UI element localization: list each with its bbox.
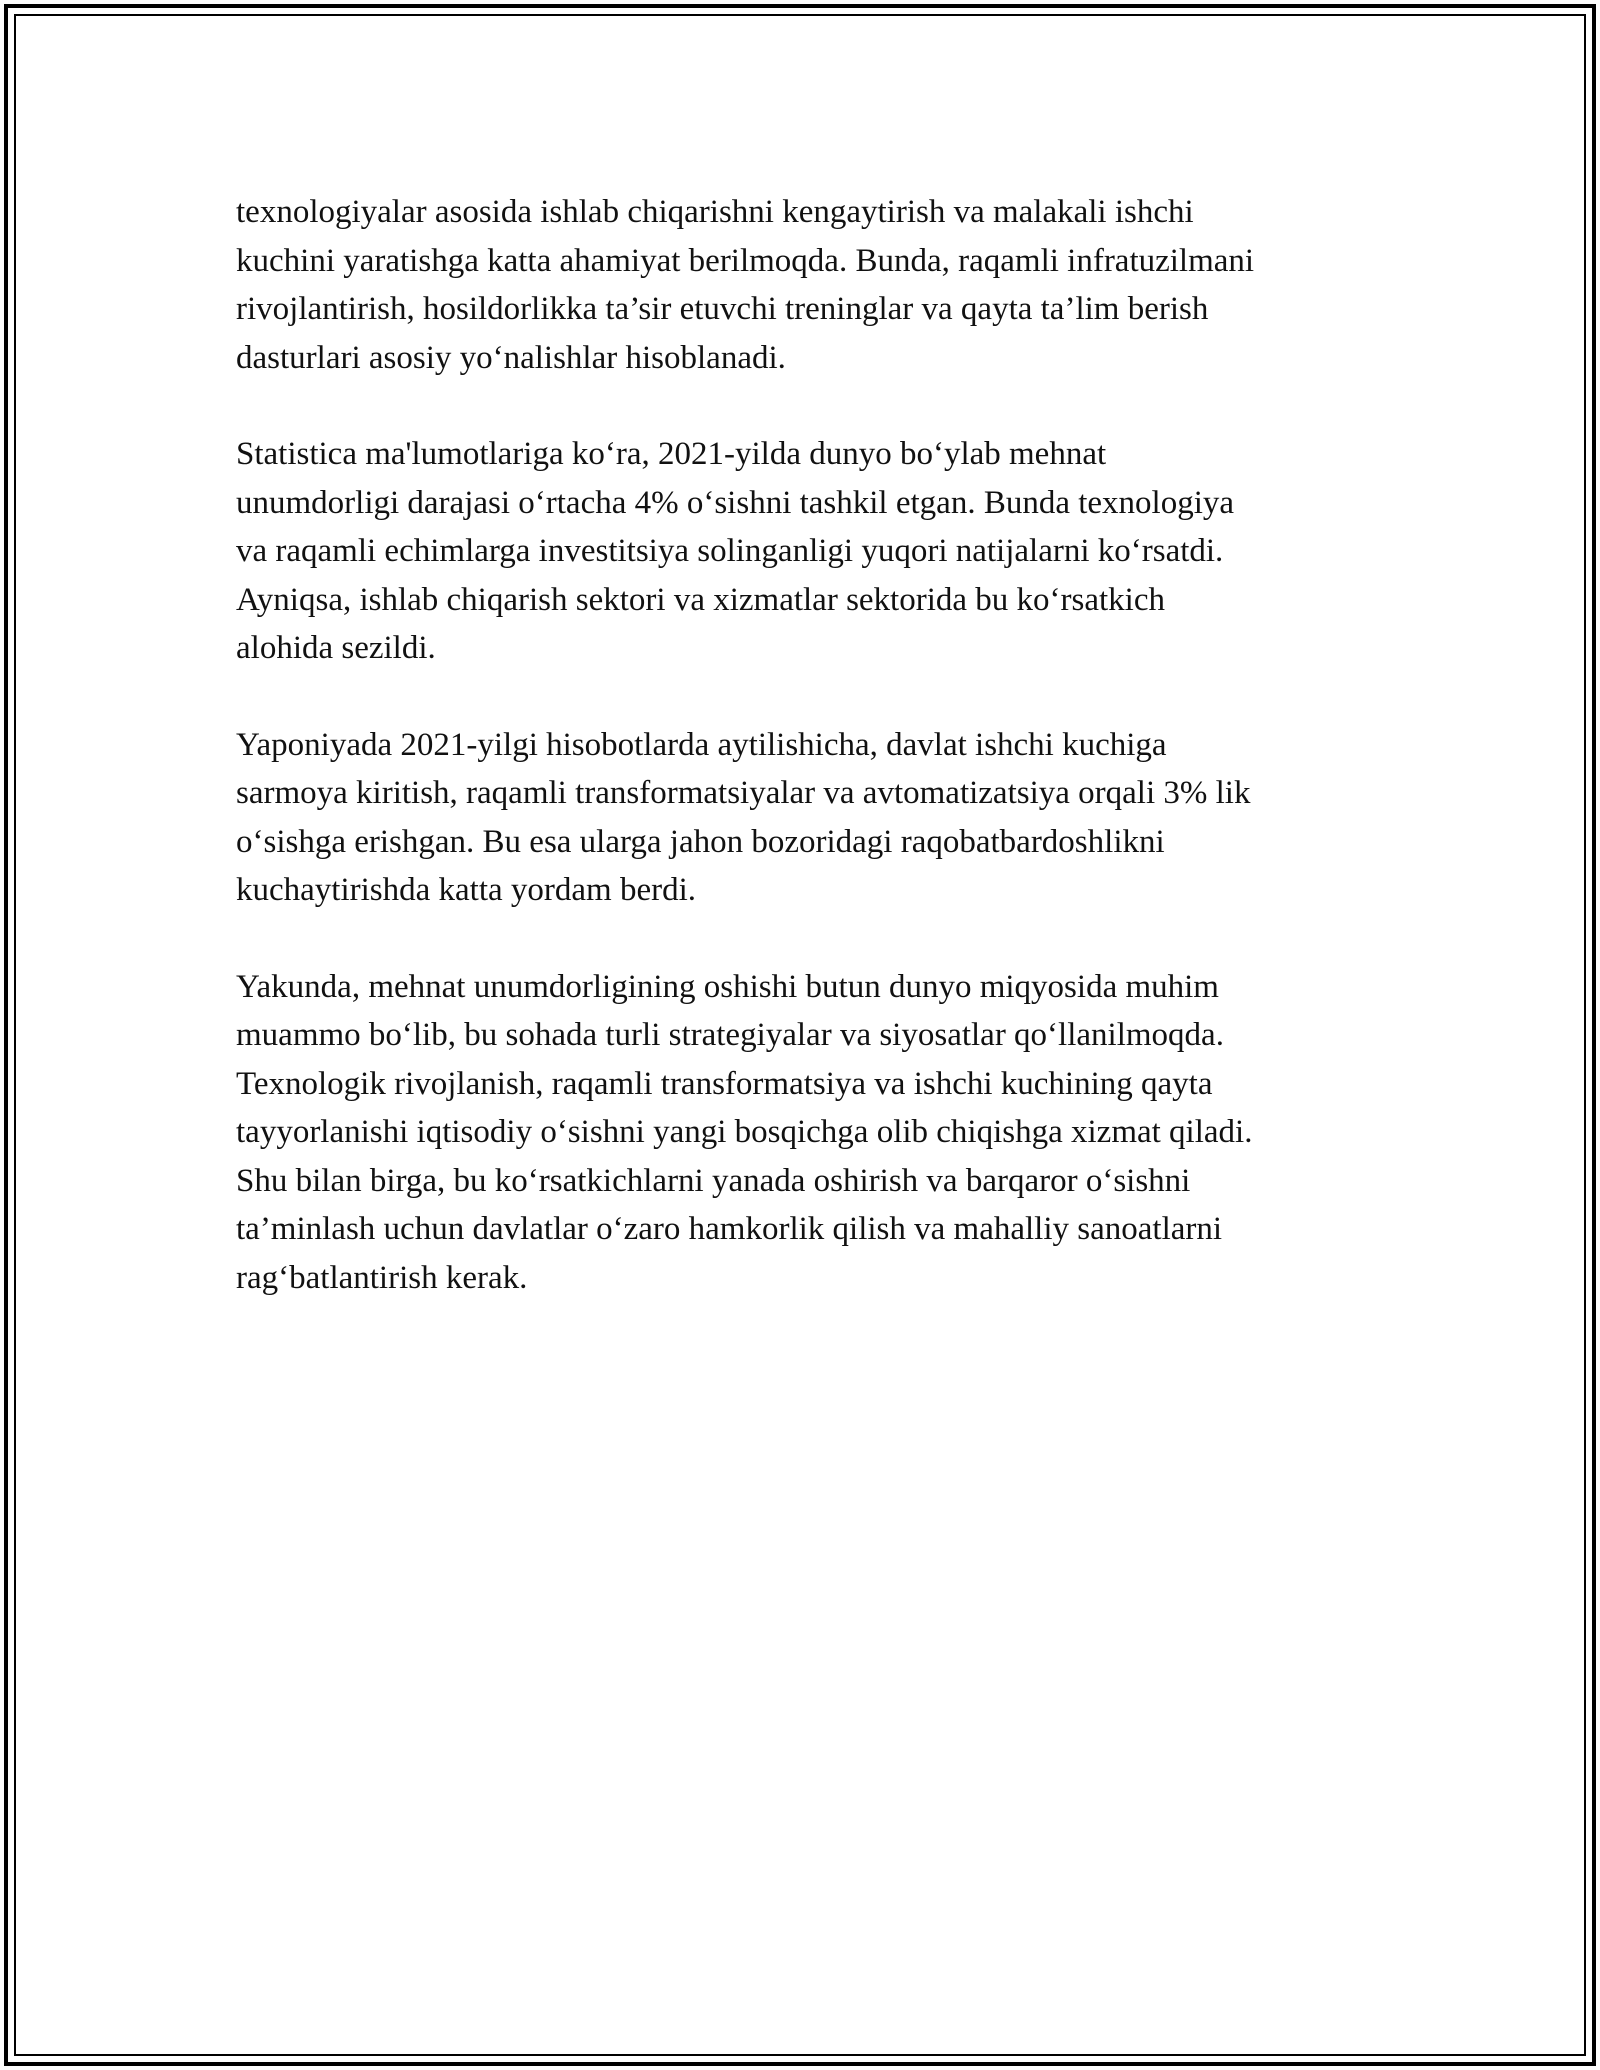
paragraph-line: unumdorligi darajasi o‘rtacha 4% o‘sishni tashkil etgan. Bunda texnologiya <box>236 484 1235 521</box>
paragraph-line: Texnologik rivojlanish, raqamli transformatsiya va ishchi kuchining qayta <box>236 1065 1213 1102</box>
paragraph-line: va raqamli echimlarga investitsiya solinganligi yuqori natijalarni ko‘rsatdi. <box>236 533 1224 569</box>
paragraph-line: rivojlantirish, hosildorlikka ta’sir etuvchi treninglar va qayta ta’lim berish <box>236 291 1209 327</box>
paragraph-1 <box>236 188 1376 382</box>
paragraph-line: ta’minlash uchun davlatlar o‘zaro hamkorlik qilish va mahalliy sanoatlarni <box>236 1211 1223 1247</box>
paragraph-line: Yaponiyada 2021-yilgi hisobotlarda aytilishicha, davlat ishchi kuchiga <box>236 726 1167 763</box>
paragraph-line: dasturlari asosiy yo‘nalishlar hisoblanadi. <box>236 339 786 376</box>
paragraph-line: rag‘batlantirish kerak. <box>236 1259 528 1296</box>
paragraph-line: kuchaytirishda katta yordam berdi. <box>236 872 697 908</box>
document-body <box>236 188 1376 1350</box>
paragraph-line: sarmoya kiritish, raqamli transformatsiyalar va avtomatizatsiya orqali 3% lik <box>236 775 1251 811</box>
paragraph-line: Yakunda, mehnat unumdorligining oshishi butun dunyo miqyosida muhim <box>236 968 1219 1005</box>
paragraph-3 <box>236 721 1376 915</box>
paragraph-4 <box>236 963 1376 1303</box>
paragraph-line: kuchini yaratishga katta ahamiyat berilmoqda. Bunda, raqamli infratuzilmani <box>236 242 1255 279</box>
paragraph-line: tayyorlanishi iqtisodiy o‘sishni yangi bosqichga olib chiqishga xizmat qiladi. <box>236 1114 1253 1150</box>
paragraph-line: alohida sezildi. <box>236 630 436 666</box>
paragraph-line: Ayniqsa, ishlab chiqarish sektori va xizmatlar sektorida bu ko‘rsatkich <box>236 581 1165 618</box>
paragraph-line: muammo bo‘lib, bu sohada turli strategiyalar va siyosatlar qo‘llanilmoqda. <box>236 1017 1224 1053</box>
paragraph-line: texnologiyalar asosida ishlab chiqarishni kengaytirish va malakali ishchi <box>236 194 1194 230</box>
paragraph-2 <box>236 430 1376 673</box>
paragraph-line: Shu bilan birga, bu ko‘rsatkichlarni yanada oshirish va barqaror o‘sishni <box>236 1162 1191 1199</box>
paragraph-line: o‘sishga erishgan. Bu esa ularga jahon bozoridagi raqobatbardoshlikni <box>236 823 1165 860</box>
paragraph-line: Statistica ma'lumotlariga ko‘ra, 2021-yilda dunyo bo‘ylab mehnat <box>236 436 1107 472</box>
